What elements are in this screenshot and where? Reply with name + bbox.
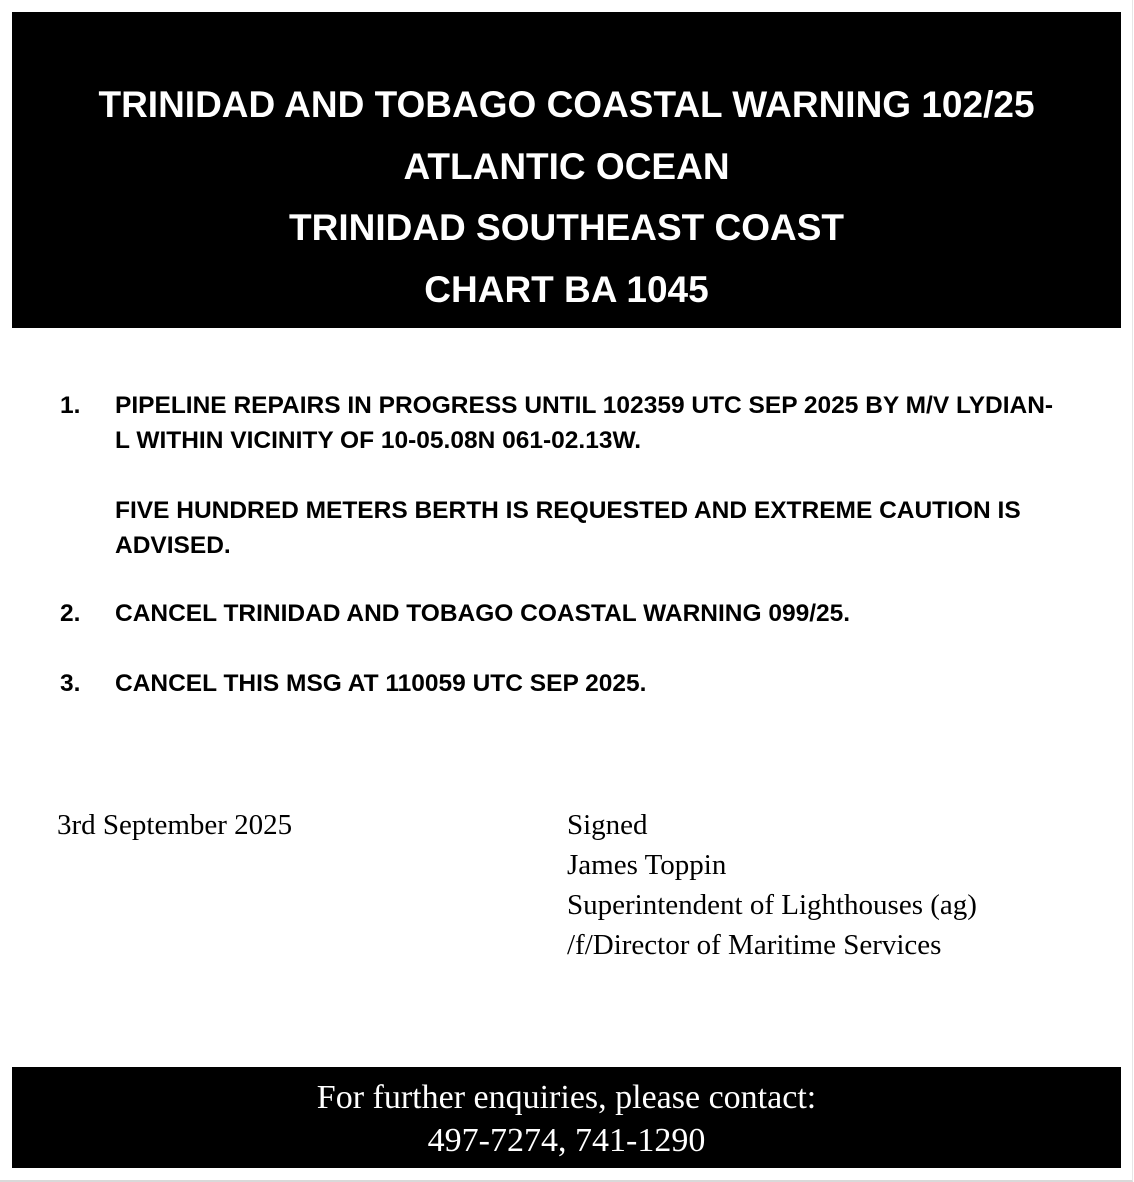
item-number: 1. (60, 392, 81, 419)
item-number: 3. (60, 670, 81, 697)
warning-item (60, 666, 1070, 701)
contact-phone-numbers: 497-7274, 741-1290 (427, 1122, 706, 1159)
warning-region: ATLANTIC OCEAN (403, 145, 730, 187)
warning-area: TRINIDAD SOUTHEAST COAST (289, 207, 844, 248)
warning-item (60, 388, 1070, 563)
signatory-title: Superintendent of Lighthouses (ag) (567, 889, 977, 921)
signed-label: Signed (567, 809, 648, 841)
contact-prompt: For further enquiries, please contact: (316, 1079, 817, 1116)
item-number: 2. (60, 600, 81, 627)
item-paragraph: CANCEL THIS MSG AT 110059 UTC SEP 2025. (115, 670, 647, 697)
warning-title: TRINIDAD AND TOBAGO COASTAL WARNING 102/25 (98, 84, 1035, 125)
warning-header-banner (12, 12, 1121, 328)
signatory-name: James Toppin (567, 849, 727, 881)
warning-chart: CHART BA 1045 (424, 268, 709, 310)
item-paragraph: FIVE HUNDRED METERS BERTH IS REQUESTED AND EXTREME CAUTION IS ADVISED. (115, 497, 1021, 559)
contact-footer-banner (12, 1067, 1121, 1168)
item-paragraph: PIPELINE REPAIRS IN PROGRESS UNTIL 102359 UTC SEP 2025 BY M/V LYDIAN- L WITHIN VICINITY OF 10-05.08N 061-02.13W. (115, 392, 1054, 454)
signature-block (567, 805, 977, 965)
issue-date: 3rd September 2025 (57, 809, 293, 841)
item-paragraph: CANCEL TRINIDAD AND TOBAGO COASTAL WARNING 099/25. (115, 600, 851, 627)
signatory-office: /f/Director of Maritime Services (567, 929, 942, 961)
warning-item (60, 596, 1070, 631)
